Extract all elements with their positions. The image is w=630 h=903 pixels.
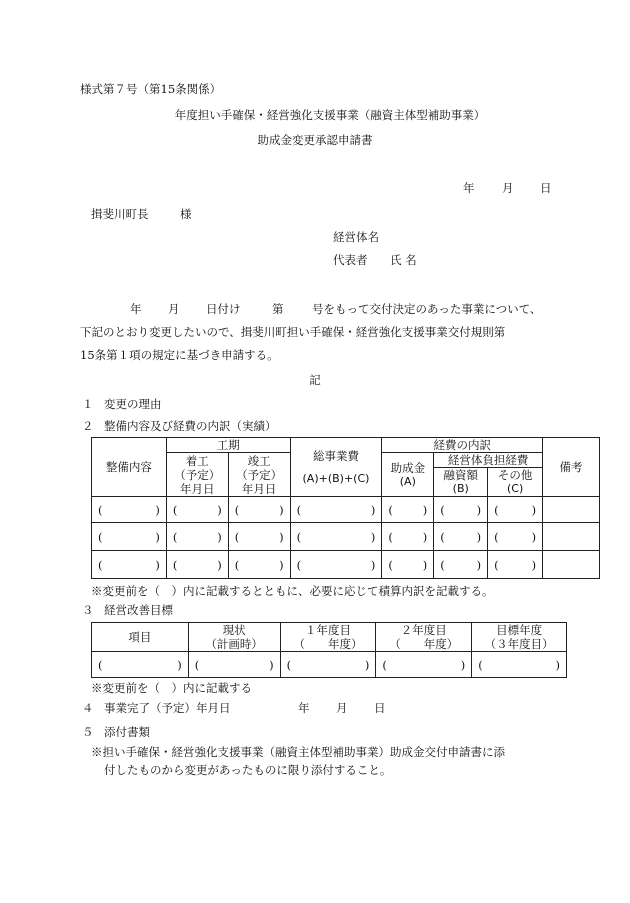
- addressee-name: 揖斐川町長: [91, 207, 149, 221]
- header-total-label: 総事業費: [312, 448, 359, 463]
- header-year2: [376, 623, 472, 652]
- paren-close: ): [476, 557, 482, 572]
- body-day: 日付け: [206, 302, 241, 316]
- cell-content[interactable]: [92, 497, 167, 523]
- header-total-formula: (A)+(B)+(C): [302, 471, 370, 485]
- header-end-l2: （予定）: [236, 467, 283, 482]
- paren-open: (: [296, 529, 302, 544]
- cell-year1[interactable]: [280, 652, 376, 678]
- cell-start[interactable]: [166, 551, 228, 579]
- body-line1-rest: 号をもって交付決定のあった事業について、: [312, 302, 542, 316]
- header-loan: [434, 468, 488, 497]
- paren-close: ): [269, 657, 274, 672]
- cell-remarks[interactable]: [543, 551, 600, 579]
- paren-close: ): [217, 529, 222, 544]
- header-burden: 経営体負担経費: [434, 453, 543, 468]
- cell-content[interactable]: [92, 551, 167, 579]
- cell-start[interactable]: [166, 497, 228, 523]
- ki-label: 記: [309, 373, 321, 387]
- header-current-l2: （計画時）: [205, 637, 263, 651]
- paren-close: ): [531, 502, 537, 517]
- paren-close: ): [217, 557, 222, 572]
- attachment-note-line1: ※担い手確保・経営強化支援事業（融資主体型補助事業）助成金交付申請書に添: [91, 745, 505, 759]
- header-loan-code: (B): [452, 482, 469, 495]
- paren-open: (: [382, 657, 387, 672]
- section2-title: 整備内容及び経費の内訳（実績）: [104, 419, 277, 433]
- cell-total[interactable]: [290, 551, 382, 579]
- table-row: [92, 523, 600, 551]
- paren-close: ): [555, 657, 560, 672]
- paren-close: ): [422, 529, 428, 544]
- cell-loan[interactable]: [434, 551, 488, 579]
- header-start: [166, 453, 228, 497]
- body-month: 月: [168, 302, 180, 316]
- header-breakdown: 経費の内訳: [382, 438, 543, 453]
- paren-open: (: [440, 529, 445, 544]
- date-year: 年: [463, 181, 475, 195]
- cell-current[interactable]: [188, 652, 280, 678]
- expense-table: [91, 437, 600, 579]
- table-row: [92, 497, 600, 523]
- note-table1: ※変更前を（ ）内に記載するとともに、必要に応じて積算内訳を記載する。: [91, 584, 494, 598]
- paren-open: (: [98, 657, 103, 672]
- paren-close: ): [531, 529, 537, 544]
- section3-title: 経営改善目標: [104, 603, 173, 617]
- header-item: 項目: [92, 623, 189, 652]
- header-current: [188, 623, 280, 652]
- cell-subsidy[interactable]: [382, 551, 434, 579]
- header-current-l1: 現状: [222, 623, 246, 637]
- paren-close: ): [279, 502, 284, 517]
- paren-close: ): [476, 502, 482, 517]
- paren-open: (: [234, 502, 240, 517]
- paren-open: (: [494, 502, 499, 517]
- paren-open: (: [98, 502, 103, 517]
- completion-month: 月: [336, 701, 348, 715]
- paren-open: (: [98, 529, 103, 544]
- cell-loan[interactable]: [434, 497, 488, 523]
- paren-open: (: [440, 557, 445, 572]
- table-row: [92, 551, 600, 579]
- header-total: [290, 438, 382, 497]
- header-other: [488, 468, 543, 497]
- paren-close: ): [370, 502, 376, 517]
- header-loan-label: 融資額: [443, 468, 478, 482]
- header-target-l2: （３年度目）: [484, 637, 554, 651]
- attachment-note-line2: 付したものから変更があったものに限り添付すること。: [104, 763, 392, 777]
- section5-title: 添付書類: [104, 725, 150, 739]
- paren-open: (: [478, 657, 483, 672]
- header-remarks: 備考: [543, 438, 600, 497]
- cell-end[interactable]: [228, 497, 290, 523]
- document-title: 助成金変更承認申請書: [257, 133, 373, 147]
- section1-title: 変更の理由: [104, 397, 162, 411]
- header-end-l1: 竣工: [247, 453, 271, 468]
- section3-number: ３: [82, 603, 94, 617]
- date-month: 月: [502, 181, 514, 195]
- paren-open: (: [194, 657, 200, 672]
- paren-close: ): [364, 657, 370, 672]
- cell-start[interactable]: [166, 523, 228, 551]
- paren-close: ): [531, 557, 537, 572]
- cell-content[interactable]: [92, 523, 167, 551]
- section1-number: １: [82, 397, 94, 411]
- body-number-prefix: 第: [272, 302, 284, 316]
- cell-end[interactable]: [228, 523, 290, 551]
- paren-close: ): [460, 657, 466, 672]
- paren-close: ): [422, 502, 428, 517]
- section5-number: ５: [82, 725, 94, 739]
- header-end: [228, 453, 290, 497]
- paren-close: ): [422, 557, 428, 572]
- header-target: [472, 623, 567, 652]
- representative-label: 代表者: [333, 253, 368, 267]
- cell-year2[interactable]: [376, 652, 472, 678]
- paren-open: (: [234, 557, 240, 572]
- section4-number: ４: [82, 701, 94, 715]
- cell-other[interactable]: [488, 523, 543, 551]
- header-target-l1: 目標年度: [496, 623, 543, 637]
- body-line2: 下記のとおり変更したいので、揖斐川町担い手確保・経営強化支援事業交付規則第: [80, 325, 506, 339]
- paren-open: (: [388, 557, 393, 572]
- cell-remarks[interactable]: [543, 523, 600, 551]
- cell-item[interactable]: [92, 652, 189, 678]
- paren-open: (: [388, 529, 393, 544]
- paren-open: (: [234, 529, 240, 544]
- header-subsidy-label: 助成金: [390, 460, 426, 475]
- section2-number: ２: [82, 419, 94, 433]
- table-row: [92, 652, 567, 678]
- completion-year: 年: [298, 701, 310, 715]
- form-number: 様式第７号（第15条関係）: [80, 82, 222, 96]
- header-end-l3: 年月日: [241, 481, 277, 496]
- header-start-l3: 年月日: [180, 481, 215, 496]
- header-subsidy: [382, 453, 434, 497]
- paren-open: (: [494, 529, 499, 544]
- paren-open: (: [98, 557, 103, 572]
- paren-close: ): [370, 557, 376, 572]
- paren-close: ): [279, 557, 284, 572]
- paren-open: (: [286, 657, 292, 672]
- paren-close: ): [155, 557, 160, 572]
- addressee-honorific: 様: [180, 207, 192, 221]
- paren-open: (: [172, 529, 178, 544]
- header-year1-l1: １年度目: [304, 623, 351, 637]
- paren-open: (: [172, 502, 178, 517]
- paren-open: (: [296, 502, 302, 517]
- cell-subsidy[interactable]: [382, 523, 434, 551]
- paren-open: (: [296, 557, 302, 572]
- name-label: 氏 名: [390, 253, 417, 267]
- header-period: 工期: [166, 438, 290, 453]
- cell-total[interactable]: [290, 523, 382, 551]
- header-other-code: (C): [506, 482, 524, 495]
- cell-remarks[interactable]: [543, 497, 600, 523]
- header-year1-l2: （ 年度）: [293, 637, 363, 651]
- date-day: 日: [540, 181, 552, 195]
- cell-subsidy[interactable]: [382, 497, 434, 523]
- cell-loan[interactable]: [434, 523, 488, 551]
- header-start-l2: （予定）: [174, 467, 221, 482]
- paren-close: ): [217, 502, 222, 517]
- improvement-goal-table: [91, 622, 567, 678]
- header-year2-l2: （ 年度）: [389, 637, 459, 651]
- body-year: 年: [130, 302, 142, 316]
- completion-day: 日: [374, 701, 386, 715]
- cell-other[interactable]: [488, 551, 543, 579]
- paren-close: ): [476, 529, 482, 544]
- header-year2-l1: ２年度目: [400, 623, 447, 637]
- paren-close: ): [279, 529, 284, 544]
- header-other-label: その他: [497, 468, 533, 482]
- cell-total[interactable]: [290, 497, 382, 523]
- header-content: 整備内容: [92, 438, 167, 497]
- header-subsidy-code: (A): [399, 474, 416, 488]
- cell-other[interactable]: [488, 497, 543, 523]
- paren-close: ): [177, 657, 182, 672]
- paren-close: ): [155, 529, 160, 544]
- note-table2: ※変更前を（ ）内に記載する: [91, 681, 252, 695]
- paren-open: (: [440, 502, 445, 517]
- header-year1: [280, 623, 376, 652]
- section4-title: 事業完了（予定）年月日: [104, 701, 231, 715]
- cell-target[interactable]: [472, 652, 567, 678]
- body-line3: 15条第１項の規定に基づき申請する。: [80, 348, 279, 362]
- paren-open: (: [172, 557, 178, 572]
- paren-open: (: [494, 557, 499, 572]
- title-line1: 年度担い手確保・経営強化支援事業（融資主体型補助事業）: [174, 108, 486, 122]
- paren-close: ): [370, 529, 376, 544]
- paren-open: (: [388, 502, 393, 517]
- cell-end[interactable]: [228, 551, 290, 579]
- entity-name-label: 経営体名: [333, 230, 379, 244]
- header-start-l1: 着工: [185, 453, 209, 468]
- paren-close: ): [155, 502, 160, 517]
